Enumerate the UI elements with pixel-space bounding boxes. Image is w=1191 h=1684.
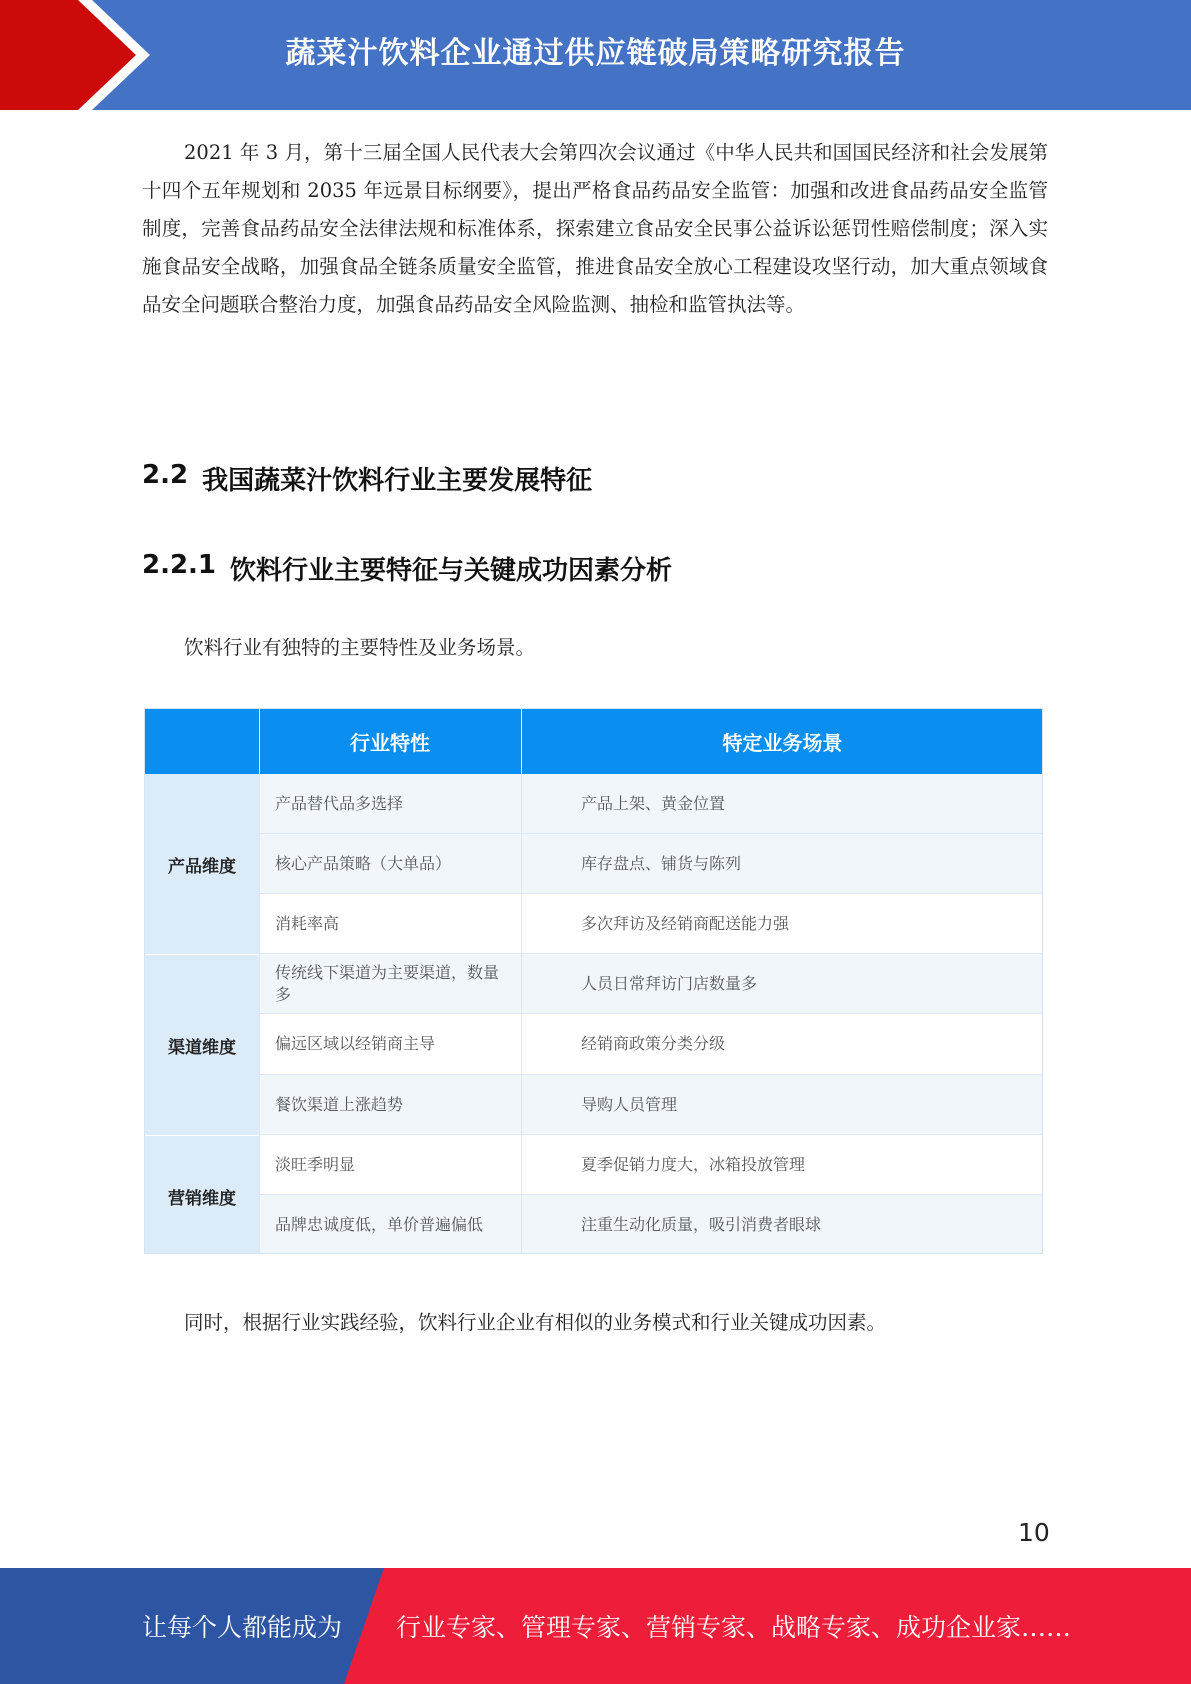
- column-divider: [521, 774, 522, 1253]
- intro-paragraph: 2021 年 3 月，第十三届全国人民代表大会第四次会议通过《中华人民共和国国民经济和社会发展第十四个五年规划和 2035 年远景目标纲要》，提出严格食品药品安全监管：加强和改进食品药品安全监管制度，完善食品药品安全法律法规和标准体系，探索建立食品安全民事公益诉讼惩罚性赔偿制度；深入实施食品安全战略，加强食品全链条质量安全监管，推进食品安全放心工程建设攻坚行动，加大重点领域食品安全问题联合整治力度，加强食品药品安全风险监测、抽检和监管执法等。: [142, 141, 1048, 316]
- scenario-cell: 夏季促销力度大，冰箱投放管理: [581, 1154, 806, 1174]
- closing-paragraph: 同时，根据行业实践经验，饮料行业企业有相似的业务模式和行业关键成功因素。: [184, 1311, 887, 1334]
- table-row: [259, 1014, 1043, 1075]
- table-row: [259, 834, 1043, 894]
- group-channel: 渠道维度: [145, 954, 259, 1136]
- report-title: 蔬菜汁饮料企业通过供应链破局策略研究报告: [285, 36, 906, 71]
- scenario-cell: 库存盘点、铺货与陈列: [581, 853, 742, 873]
- table-row: [259, 774, 1043, 834]
- footer-slogan-right: 行业专家、管理专家、营销专家、战略专家、成功企业家……: [396, 1613, 1072, 1642]
- scenario-cell: 多次拜访及经销商配送能力强: [581, 913, 790, 933]
- feature-cell: 餐饮渠道上涨趋势: [275, 1094, 404, 1114]
- table-row: [259, 1075, 1043, 1135]
- scenario-cell: 人员日常拜访门店数量多: [581, 973, 758, 993]
- page-number: 10: [1018, 1518, 1050, 1547]
- scenario-cell: 注重生动化质量，吸引消费者眼球: [581, 1215, 822, 1234]
- feature-cell: 核心产品策略（大单品）: [275, 853, 452, 873]
- header-divider: [521, 709, 522, 774]
- section-title: 我国蔬菜汁饮料行业主要发展特征: [202, 466, 593, 496]
- table-header-business-scenario: 特定业务场景: [722, 731, 843, 755]
- feature-cell: 消耗率高: [275, 913, 340, 933]
- table-row: [259, 1135, 1043, 1195]
- feature-cell: 产品替代品多选择: [275, 793, 404, 813]
- column-divider: [259, 774, 260, 1253]
- group-product: 产品维度: [145, 774, 259, 954]
- footer-slogan-left: 让每个人都能成为: [142, 1613, 343, 1642]
- feature-cell: 品牌忠诚度低，单价普遍偏低: [275, 1215, 484, 1234]
- table-header-empty: [145, 709, 259, 774]
- section-number: 2.2.1: [142, 550, 217, 580]
- page-header: [0, 0, 1191, 110]
- section-heading-2-2: [142, 460, 592, 497]
- table-row: [259, 954, 1043, 1014]
- page-footer: [0, 1568, 1191, 1684]
- section-heading-2-2-1: [142, 550, 672, 587]
- feature-cell: 淡旺季明显: [275, 1154, 356, 1174]
- group-marketing: 营销维度: [145, 1135, 259, 1254]
- section-number: 2.2: [142, 460, 189, 490]
- feature-cell: 偏远区域以经销商主导: [275, 1034, 436, 1053]
- feature-cell: 传统线下渠道为主要渠道，数量多: [275, 962, 500, 1004]
- header-chevron-icon: [0, 0, 160, 110]
- table-header-industry-feature: 行业特性: [350, 731, 430, 755]
- section-title: 饮料行业主要特征与关键成功因素分析: [230, 556, 673, 586]
- scenario-cell: 产品上架、黄金位置: [581, 793, 726, 813]
- lead-paragraph: 饮料行业有独特的主要特性及业务场景。: [184, 636, 536, 659]
- table-row: [259, 1195, 1043, 1254]
- table-header-row: [145, 709, 1043, 774]
- features-table: [144, 708, 1043, 1254]
- scenario-cell: 导购人员管理: [581, 1094, 678, 1114]
- table-row: [259, 894, 1043, 954]
- header-divider: [259, 709, 260, 774]
- scenario-cell: 经销商政策分类分级: [581, 1034, 726, 1053]
